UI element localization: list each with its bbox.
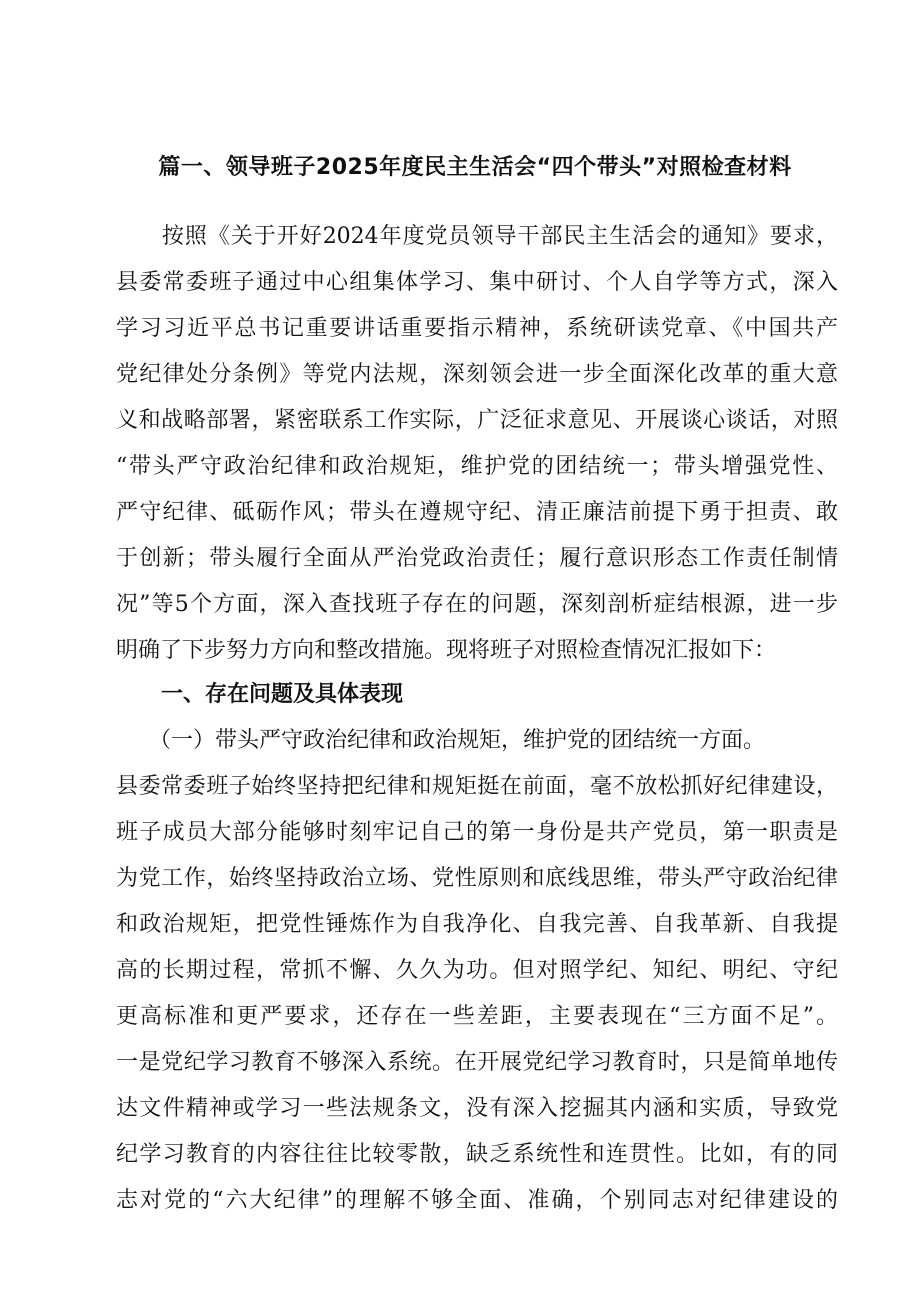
text-line: （一）带头严守政治纪律和政治规矩，维护党的团结统一方面。	[116, 728, 766, 753]
text-line: 县委常委班子通过中心组集体学习、集中研讨、个人自学等方式，深入	[116, 270, 838, 295]
intro-paragraph	[116, 214, 838, 674]
text-line: 于创新；带头履行全面从严治党政治责任；履行意识形态工作责任制情	[116, 546, 838, 571]
text-line: “带头严守政治纪律和政治规矩，维护党的团结统一；带头增强党性、	[116, 454, 838, 479]
text-line: 党纪律处分条例》等党内法规，深刻领会进一步全面深化改革的重大意	[116, 362, 838, 387]
text-line: 一是党纪学习教育不够深入系统。在开展党纪学习教育时，只是简单地传	[116, 1050, 838, 1075]
text-line: 和政治规矩，把党性锤炼作为自我净化、自我完善、自我革新、自我提	[116, 912, 838, 937]
text-line: 志对党的“六大纪律”的理解不够全面、准确，个别同志对纪律建设的	[116, 1188, 838, 1213]
document-title: 篇一、领导班子2025年度民主生活会“四个带头”对照检查材料	[158, 155, 792, 180]
text-line: 严守纪律、砥砺作风；带头在遵规守纪、清正廉洁前提下勇于担责、敢	[116, 500, 838, 525]
text-line: 学习习近平总书记重要讲话重要指示精神，系统研读党章、《中国共产	[116, 316, 838, 341]
text-line: 为党工作，始终坚持政治立场、党性原则和底线思维，带头严守政治纪律	[116, 866, 838, 891]
text-line: 县委常委班子始终坚持把纪律和规矩挺在前面，毫不放松抓好纪律建设，	[116, 774, 838, 799]
text-line: 明确了下步努力方向和整改措施。现将班子对照检查情况汇报如下：	[116, 638, 777, 663]
text-line: 达文件精神或学习一些法规条文，没有深入挖掘其内涵和实质，导致党	[116, 1096, 838, 1121]
section-heading: 一、存在问题及具体表现	[161, 682, 404, 707]
text-line: 更高标准和更严要求，还存在一些差距，主要表现在“三方面不足”。	[116, 1004, 838, 1029]
text-line: 高的长期过程，常抓不懈、久久为功。但对照学纪、知纪、明纪、守纪	[116, 958, 838, 983]
section-paragraph	[116, 718, 838, 1224]
text-line: 班子成员大部分能够时刻牢记自己的第一身份是共产党员，第一职责是	[116, 820, 838, 845]
text-line: 按照《关于开好2024年度党员领导干部民主生活会的通知》要求，	[116, 224, 838, 249]
text-line: 况”等5个方面，深入查找班子存在的问题，深刻剖析症结根源，进一步	[116, 592, 838, 617]
text-line: 义和战略部署，紧密联系工作实际，广泛征求意见、开展谈心谈话，对照	[116, 408, 838, 433]
text-line: 纪学习教育的内容往往比较零散，缺乏系统性和连贯性。比如，有的同	[116, 1142, 838, 1167]
